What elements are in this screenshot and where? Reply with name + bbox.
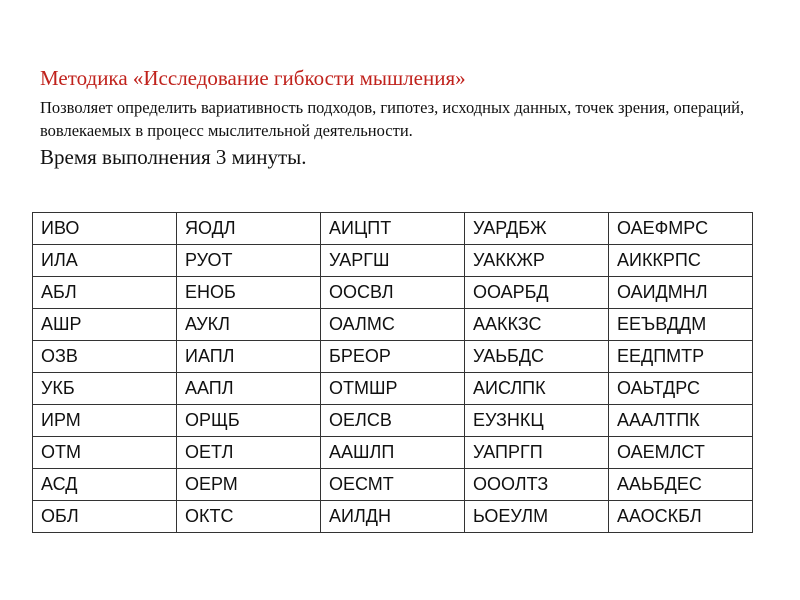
table-cell: ОООЛТЗ: [465, 469, 609, 501]
table-cell: АИЦПТ: [321, 213, 465, 245]
table-cell: БРЕОР: [321, 341, 465, 373]
table-cell: ОЕРМ: [177, 469, 321, 501]
table-cell: ОЕЛСВ: [321, 405, 465, 437]
table-cell: ОАИДМНЛ: [609, 277, 753, 309]
table-cell: ААШЛП: [321, 437, 465, 469]
table-cell: ИЛА: [33, 245, 177, 277]
table-cell: ОАЛМС: [321, 309, 465, 341]
table-cell: АИККРПС: [609, 245, 753, 277]
table-cell: УАРДБЖ: [465, 213, 609, 245]
table-row: [33, 437, 753, 469]
table-cell: ОТМШР: [321, 373, 465, 405]
table-cell: УАККЖР: [465, 245, 609, 277]
table-cell: ОАЬТДРС: [609, 373, 753, 405]
table-cell: РУОТ: [177, 245, 321, 277]
table-row: [33, 309, 753, 341]
method-title: Методика «Исследование гибкости мышления»: [40, 66, 466, 90]
table-cell: ОРЩБ: [177, 405, 321, 437]
table-row: [33, 277, 753, 309]
table-cell: ОЕСМТ: [321, 469, 465, 501]
table-cell: АБЛ: [33, 277, 177, 309]
table-cell: АИЛДН: [321, 501, 465, 533]
table-cell: ОТМ: [33, 437, 177, 469]
table-cell: ЕНОБ: [177, 277, 321, 309]
table-row: [33, 373, 753, 405]
table-row: [33, 501, 753, 533]
table-cell: ОЕТЛ: [177, 437, 321, 469]
table-cell: АИСЛПК: [465, 373, 609, 405]
table-row: [33, 213, 753, 245]
table-cell: ААОСКБЛ: [609, 501, 753, 533]
table-cell: ООСВЛ: [321, 277, 465, 309]
table-cell: АААЛТПК: [609, 405, 753, 437]
table-cell: ЕУЗНКЦ: [465, 405, 609, 437]
table-cell: АУКЛ: [177, 309, 321, 341]
table-cell: ИАПЛ: [177, 341, 321, 373]
table-row: [33, 405, 753, 437]
table-cell: ЯОДЛ: [177, 213, 321, 245]
table-cell: ОКТС: [177, 501, 321, 533]
table-cell: ОАЕФМРС: [609, 213, 753, 245]
time-limit: Время выполнения 3 минуты.: [40, 145, 307, 169]
table-cell: УАРГШ: [321, 245, 465, 277]
table-cell: УАПРГП: [465, 437, 609, 469]
table-row: [33, 469, 753, 501]
table-cell: ОЗВ: [33, 341, 177, 373]
table-cell: ОАЕМЛСТ: [609, 437, 753, 469]
table-cell: ООАРБД: [465, 277, 609, 309]
table-cell: ИРМ: [33, 405, 177, 437]
table-cell: АШР: [33, 309, 177, 341]
table-cell: ИВО: [33, 213, 177, 245]
table-cell: ЬОЕУЛМ: [465, 501, 609, 533]
method-description: Позволяет определить вариативность подходов, гипотез, исходных данных, точек зрения, операций, вовлекаемых в процесс мыслительной деятельности.: [40, 98, 745, 140]
table-cell: ЕЕДПМТР: [609, 341, 753, 373]
table-cell: УКБ: [33, 373, 177, 405]
table-cell: ААПЛ: [177, 373, 321, 405]
table-cell: ААЬБДЕС: [609, 469, 753, 501]
table-row: [33, 245, 753, 277]
table-cell: ОБЛ: [33, 501, 177, 533]
table-cell: ААККЗС: [465, 309, 609, 341]
letter-table-body: [33, 213, 753, 533]
letter-table: [32, 212, 753, 533]
table-row: [33, 341, 753, 373]
table-cell: ЕЕЪВДДМ: [609, 309, 753, 341]
table-cell: АСД: [33, 469, 177, 501]
table-cell: УАЬБДС: [465, 341, 609, 373]
